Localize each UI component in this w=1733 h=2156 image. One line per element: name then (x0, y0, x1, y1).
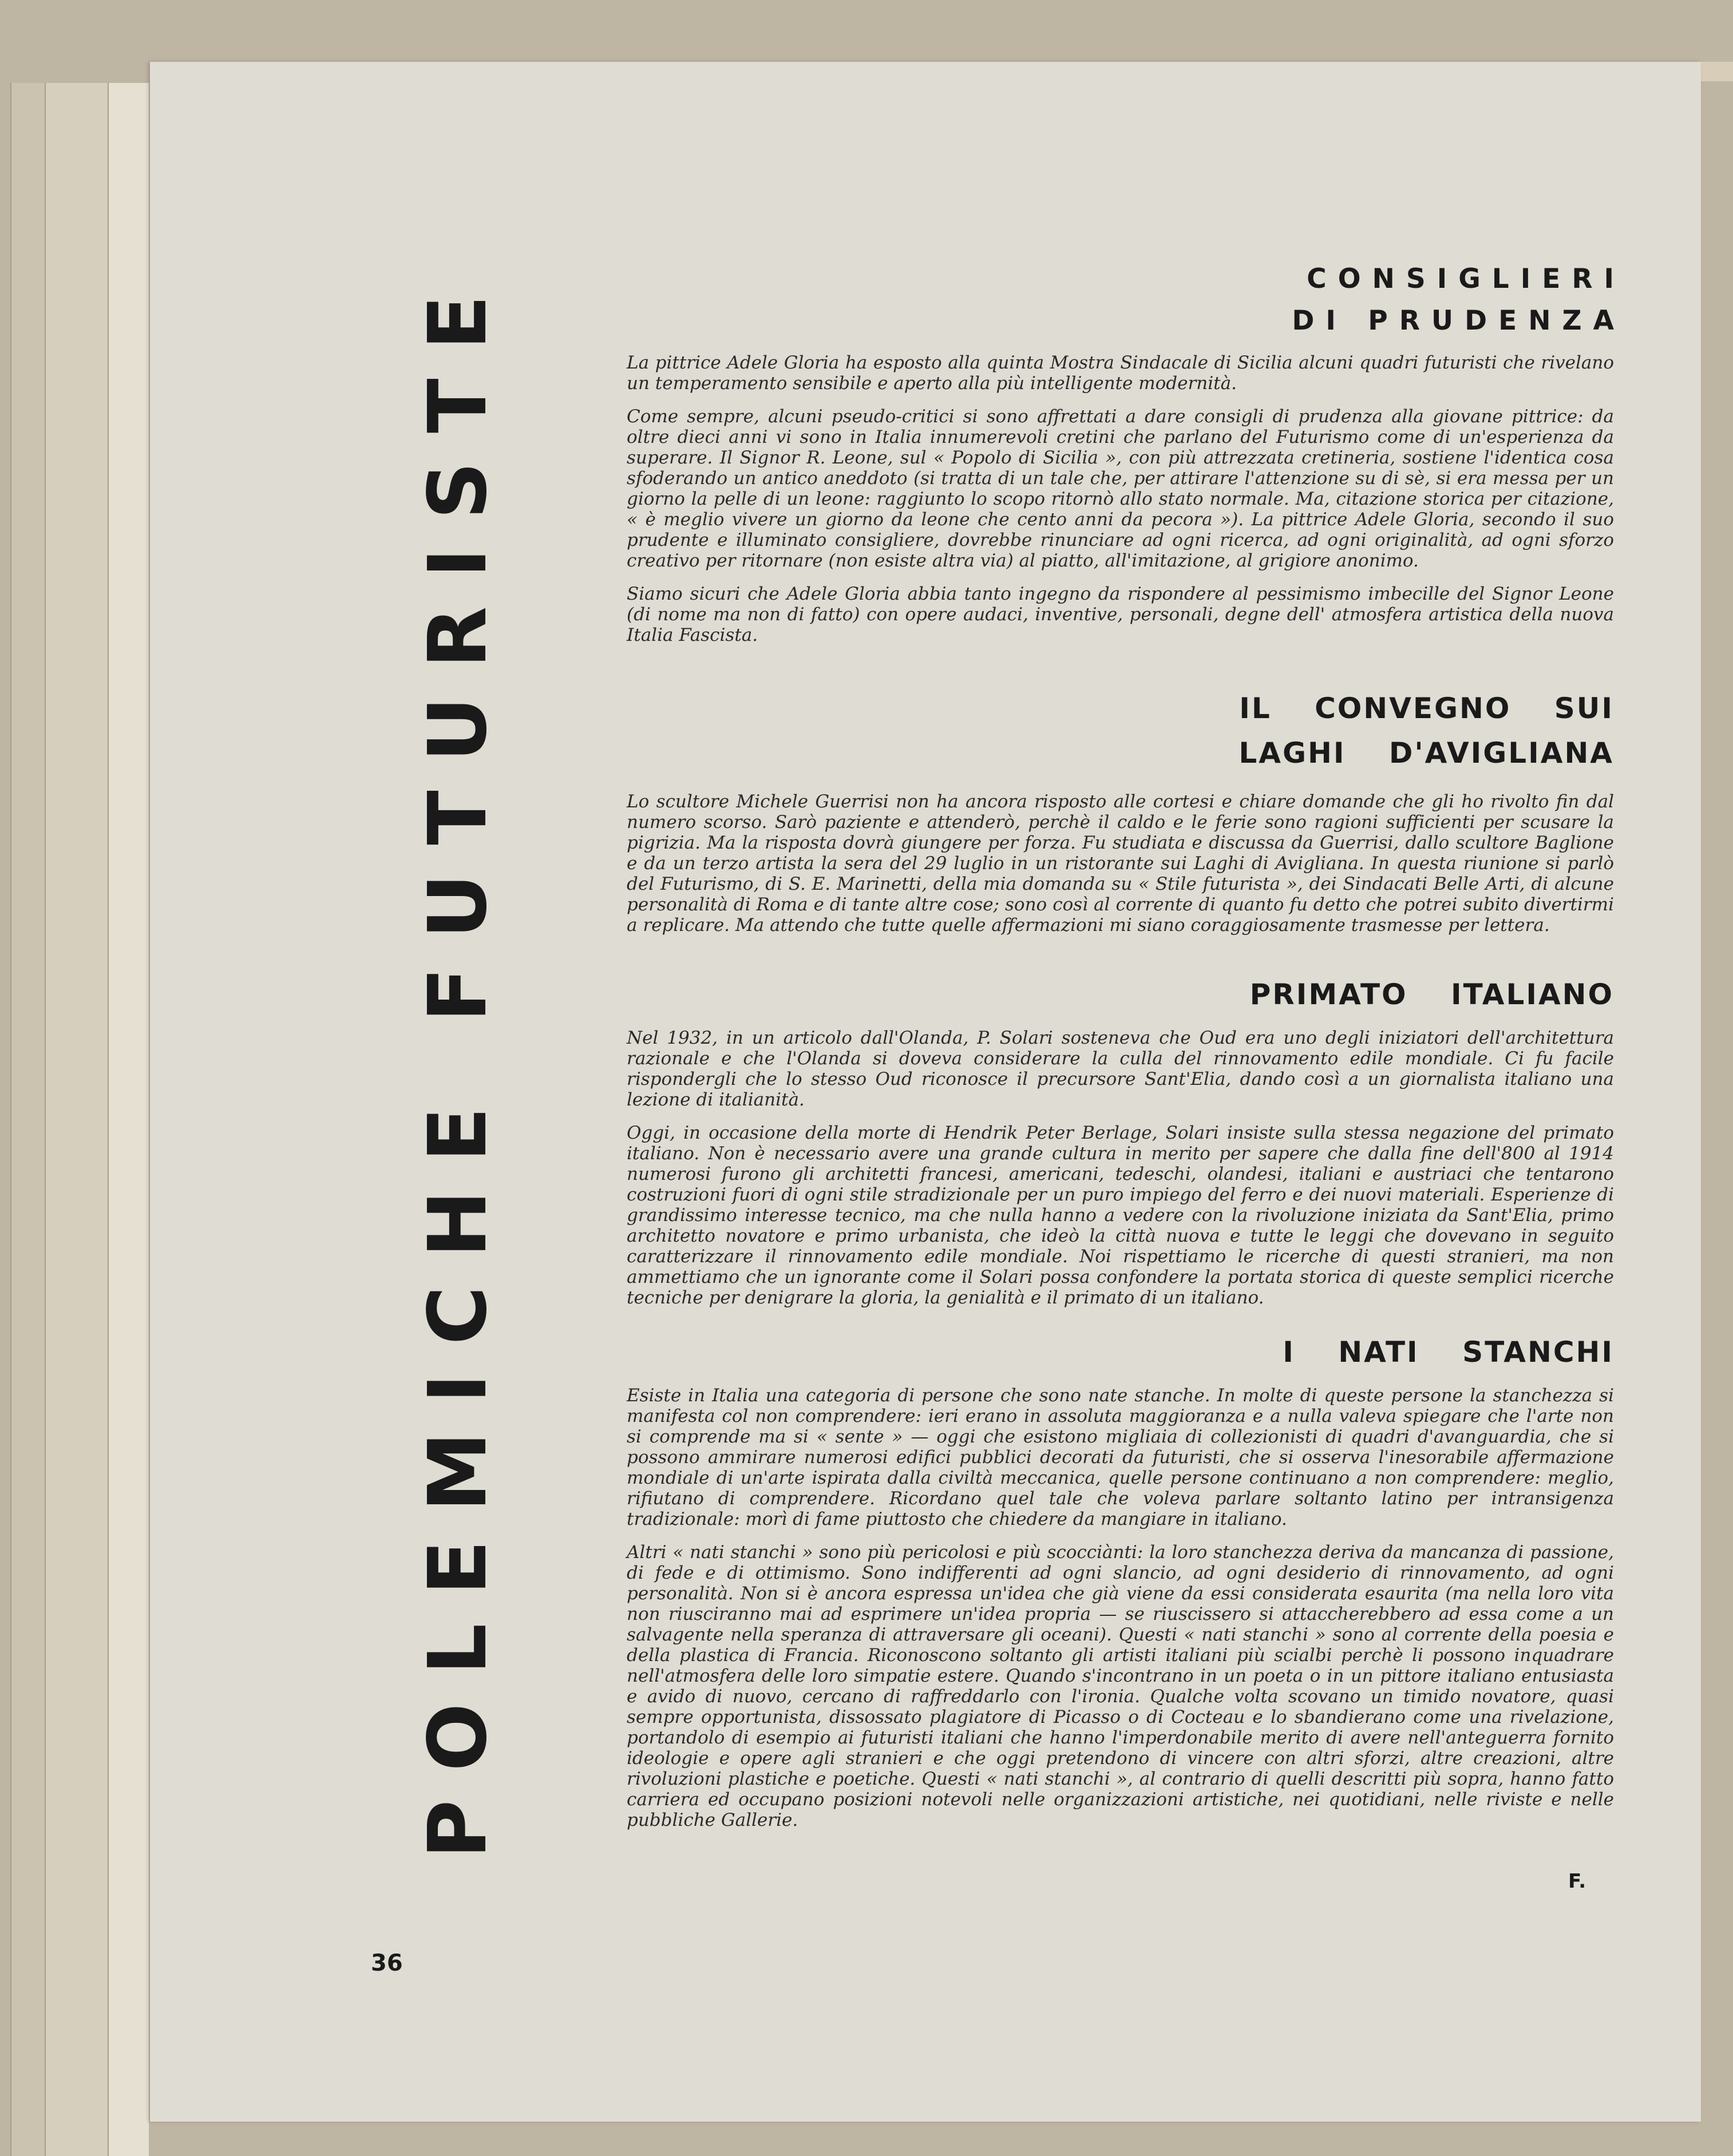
heading-line: CONSIGLIERI (1307, 263, 1625, 295)
article-paragraph: La pittrice Adele Gloria ha esposto alla quinta Mostra Sindacale di Sicilia alcuni quadri futuristi che rivelano un temperamento sensibile e aperto alla più intelligente modernità. (627, 352, 1614, 394)
article-convegno-avigliana (627, 687, 1614, 948)
author-signature: F. (1568, 1870, 1586, 1893)
article-nati-stanchi (627, 1330, 1614, 1843)
article-heading (627, 1330, 1614, 1375)
article-heading (627, 259, 1625, 342)
underlying-sheet-edge (10, 83, 46, 2156)
heading-line: IL CONVEGNO SUI (1239, 692, 1614, 725)
article-paragraph: Come sempre, alcuni pseudo-critici si sono affrettati a dare consigli di prudenza alla giovane pittrice: da oltre dieci anni vi sono in Italia innumerevoli cretini che parlano del Futurismo come di un'esperienza da superare. Il Signor R. Leone, sul « Popolo di Sicilia », con più attrezzata cretineria, sostiene l'identica cosa sfoderando un antico aneddoto (si tratta di un tale che, per attirare l'attenzione su di sè, si era messa per un giorno la pelle di un leone: raggiunto lo scopo ritornò allo stato normale. Ma, citazione storica per citazione, « è meglio vivere un giorno da leone che cento anni da pecora »). La pittrice Adele Gloria, secondo il suo prudente e illuminato consigliere, dovrebbe rinunciare ad ogni ricerca, ad ogni originalità, ad ogni sforzo creativo per ritornare (non esiste altra via) al piatto, all'imitazione, al grigiore anonimo. (627, 406, 1614, 571)
article-paragraph: Nel 1932, in un articolo dall'Olanda, P. Solari sosteneva che Oud era uno degli iniziatori dell'architettura razionale e che l'Olanda si doveva considerare la culla del rinnovamento edile mondiale. Ci fu facile rispondergli che lo stesso Oud riconosce il precursore Sant'Elia, dando così a un giornalista italiano una lezione di italianità. (627, 1027, 1614, 1110)
article-paragraph: Oggi, in occasione della morte di Hendrik Peter Berlage, Solari insiste sulla stessa negazione del primato italiano. Non è necessario avere una grande cultura in merito per sapere che dalla fine dell'800 al 1914 numerosi furono gli architetti francesi, americani, tedeschi, olandesi, italiani e austriaci che tentarono costruzioni fuori di ogni stile stradizionale per un puro impiego del ferro e dei nuovi materiali. Esperienze di grandissimo interesse tecnico, ma che nulla hanno a vedere con la rivoluzione iniziata da Sant'Elia, primo architetto novatore e primo urbanista, che ideò la città nuova e tutte le leggi che dovevano in seguito caratterizzare il rinnovamento edile mondiale. Noi rispettiamo le ricerche di questi stranieri, ma non ammettiamo che un ignorante come il Solari possa confondere la portata storica di queste semplici ricerche tecniche per denigrare la gloria, la genialità e il primato di un italiano. (627, 1122, 1614, 1308)
article-paragraph: Siamo sicuri che Adele Gloria abbia tanto ingegno da rispondere al pessimismo imbecille del Signor Leone (di nome ma non di fatto) con opere audaci, inventive, personali, degne dell' atmosfera artistica della nuova Italia Fascista. (627, 583, 1614, 645)
heading-line: LAGHI D'AVIGLIANA (1239, 736, 1614, 770)
article-paragraph: Lo scultore Michele Guerrisi non ha ancora risposto alle cortesi e chiare domande che gli ho rivolto fin dal numero scorso. Sarò paziente e attenderò, perchè il caldo e le ferie sono ragioni sufficienti per scusare la pigrizia. Ma la risposta dovrà giungere per forza. Fu studiata e discussa da Guerrisi, dallo scultore Baglione e da un terzo artista la sera del 29 luglio in un ristorante sui Laghi di Avigliana. In questa riunione si parlò del Futurismo, di S. E. Marinetti, della mia domanda su « Stile futurista », dei Sindacati Belle Arti, di alcune personalità di Roma e di tante altre cose; sono così al corrente di quanto fu detto che potrei subito divertirmi a replicare. Ma attendo che tutte quelle affermazioni mi siano coraggiosamente trasmesse per lettera. (627, 791, 1614, 936)
article-consiglieri-di-prudenza (627, 259, 1625, 658)
underlying-sheet-edge (108, 83, 149, 2156)
heading-line: PRIMATO ITALIANO (1249, 978, 1614, 1011)
page-number: 36 (371, 1950, 403, 1976)
article-heading (627, 687, 1614, 775)
heading-line: I NATI STANCHI (1283, 1335, 1614, 1369)
article-heading (627, 973, 1614, 1017)
heading-line: DI PRUDENZA (1292, 304, 1625, 336)
underlying-sheet-edge (45, 83, 109, 2156)
article-primato-italiano (627, 973, 1614, 1321)
article-paragraph: Esiste in Italia una categoria di persone che sono nate stanche. In molte di queste persone la stanchezza si manifesta col non comprendere: ieri erano in assoluta maggioranza e a nulla valeva spiegare che l'arte non si comprende ma si « sente » — oggi che esistono migliaia di collezionisti di quadri d'avanguardia, che si possono ammirare numerosi edifici pubblici decorati da futuristi, che si osserva l'inesorabile affermazione mondiale di un'arte ispirata dalla civiltà meccanica, quelle persone continuano a non comprendere: meglio, rifiutano di comprendere. Ricordano quel tale che voleva parlare soltanto latino per intransigenza tradizionale: morì di fame piuttosto che chiedere da mangiare in italiano. (627, 1385, 1614, 1529)
vertical-section-title: POLEMICHE FUTURISTE (411, 266, 505, 1859)
article-paragraph: Altri « nati stanchi » sono più pericolosi e più scocciànti: la loro stanchezza deriva da mancanza di passione, di fede e di ottimismo. Sono indifferenti ad ogni slancio, ad ogni desiderio di rinnovamento, ad ogni personalità. Non si è ancora espressa un'idea che già viene da essi considerata esaurita (ma nella loro vita non riusciranno mai ad esprimere un'idea propria — se riuscissero si attaccherebbero ad essa come a un salvagente nella speranza di attraversare gli oceani). Questi « nati stanchi » sono al corrente della poesia e della plastica di Francia. Riconoscono soltanto gli artisti italiani più scialbi perchè li possono inquadrare nell'atmosfera delle loro simpatie estere. Quando s'incontrano in un poeta o in un pittore italiano entusiasta e avido di nuovo, cercano di raffreddarlo con l'ironia. Qualche volta scovano un timido novatore, quasi sempre opportunista, dissossato plagiatore di Picasso o di Cocteau e lo sbandierano come una rivelazione, portandolo di esempio ai futuristi italiani che hanno l'imperdonabile merito di avere nell'anteguerra fornito ideologie e opere agli stranieri e che oggi pretendono di vincere con altri sforzi, altre creazioni, altre rivoluzioni plastiche e poetiche. Questi « nati stanchi », al contrario di quelli descritti più sopra, hanno fatto carriera ed occupano posizioni notevoli nelle organizzazioni artistiche, nei quotidiani, nelle riviste e nelle pubbliche Gallerie. (627, 1541, 1614, 1830)
